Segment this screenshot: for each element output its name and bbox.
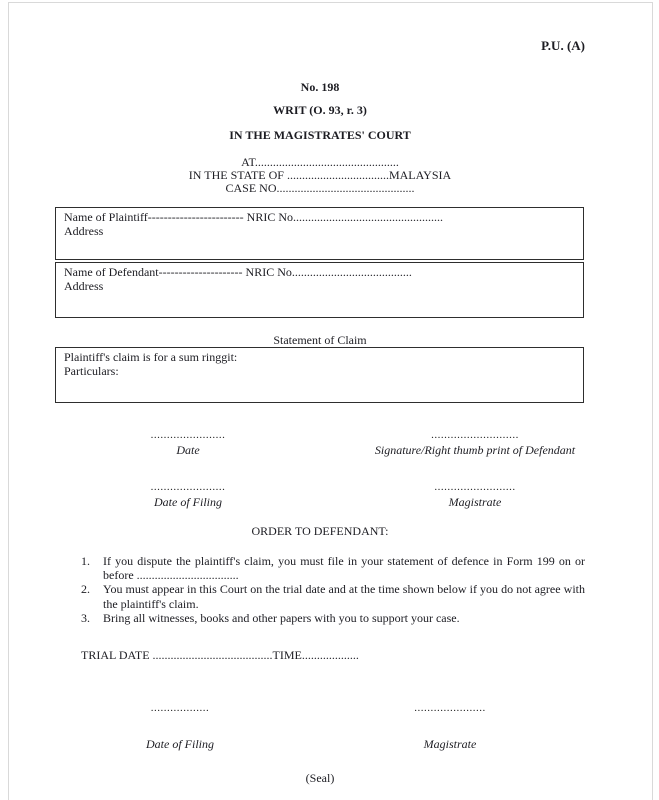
filing-date-label-top: Date of Filing bbox=[154, 495, 222, 509]
state-line: IN THE STATE OF ..................................MALAYSIA bbox=[188, 168, 452, 182]
filing-date-dotted-line-bottom: .................. bbox=[150, 702, 210, 714]
plaintiff-address-label: Address bbox=[64, 224, 104, 238]
page-edge-right bbox=[652, 2, 653, 800]
seal-label: (Seal) bbox=[305, 771, 335, 785]
defendant-signature-slot bbox=[360, 430, 590, 457]
order-instructions-list bbox=[81, 554, 585, 625]
court-location-line: AT................................................ bbox=[241, 155, 399, 169]
magistrate-slot-top bbox=[360, 482, 590, 509]
court-heading: IN THE MAGISTRATES' COURT bbox=[229, 128, 411, 142]
filing-date-dotted-line-top: ....................... bbox=[150, 481, 226, 493]
magistrate-dotted-line-bottom: ...................... bbox=[414, 702, 486, 714]
magistrate-dotted-line-top: ......................... bbox=[434, 481, 516, 493]
defendant-signature-label: Signature/Right thumb print of Defendant bbox=[374, 443, 576, 457]
date-label: Date bbox=[176, 443, 200, 457]
gazette-reference: P.U. (A) bbox=[541, 38, 585, 53]
filing-date-label-bottom: Date of Filing bbox=[146, 737, 214, 751]
plaintiff-name-nric-line: Name of Plaintiff------------------------ NRIC No.................................................. bbox=[64, 210, 444, 224]
order-item-text: If you dispute the plaintiff's claim, you must file in your statement of defence in Form 199 on or before .................................. bbox=[103, 554, 585, 583]
order-item bbox=[81, 554, 585, 582]
claim-particulars-label: Particulars: bbox=[64, 364, 119, 378]
magistrate-label-bottom: Magistrate bbox=[423, 737, 477, 751]
case-number-line: CASE NO.............................................. bbox=[225, 181, 415, 195]
order-to-defendant-heading: ORDER TO DEFENDANT: bbox=[251, 524, 389, 538]
plaintiff-box bbox=[55, 207, 584, 260]
order-item bbox=[81, 611, 585, 625]
order-item bbox=[81, 582, 585, 610]
page-edge-top bbox=[8, 2, 653, 3]
defendant-name-nric-line: Name of Defendant--------------------- NRIC No........................................ bbox=[64, 265, 412, 279]
date-dotted-line: ....................... bbox=[150, 429, 226, 441]
order-item-text: Bring all witnesses, books and other papers with you to support your case. bbox=[103, 610, 460, 625]
order-item-number: 3. bbox=[81, 610, 90, 625]
defendant-address-label: Address bbox=[64, 279, 104, 293]
order-item-number: 2. bbox=[81, 582, 90, 597]
form-number: No. 198 bbox=[300, 80, 340, 94]
magistrate-label-top: Magistrate bbox=[448, 495, 502, 509]
defendant-signature-dotted-line: ........................... bbox=[431, 429, 519, 441]
statement-of-claim-heading: Statement of Claim bbox=[273, 333, 367, 347]
filing-date-slot-bottom bbox=[95, 703, 265, 751]
magistrate-slot-bottom bbox=[365, 703, 535, 751]
page-edge-left bbox=[8, 2, 9, 800]
date-signature-slot bbox=[103, 430, 273, 457]
order-item-text: You must appear in this Court on the trial date and at the time shown below if you do not agree with the plaintiff's claim. bbox=[103, 582, 585, 611]
trial-date-time-line: TRIAL DATE ........................................TIME................... bbox=[81, 648, 359, 662]
statement-of-claim-box bbox=[55, 347, 584, 403]
order-item-number: 1. bbox=[81, 554, 90, 568]
filing-date-slot-top bbox=[103, 482, 273, 509]
form-title: WRIT (O. 93, r. 3) bbox=[273, 103, 367, 117]
claim-sum-line: Plaintiff's claim is for a sum ringgit: bbox=[64, 350, 238, 364]
defendant-box bbox=[55, 262, 584, 318]
